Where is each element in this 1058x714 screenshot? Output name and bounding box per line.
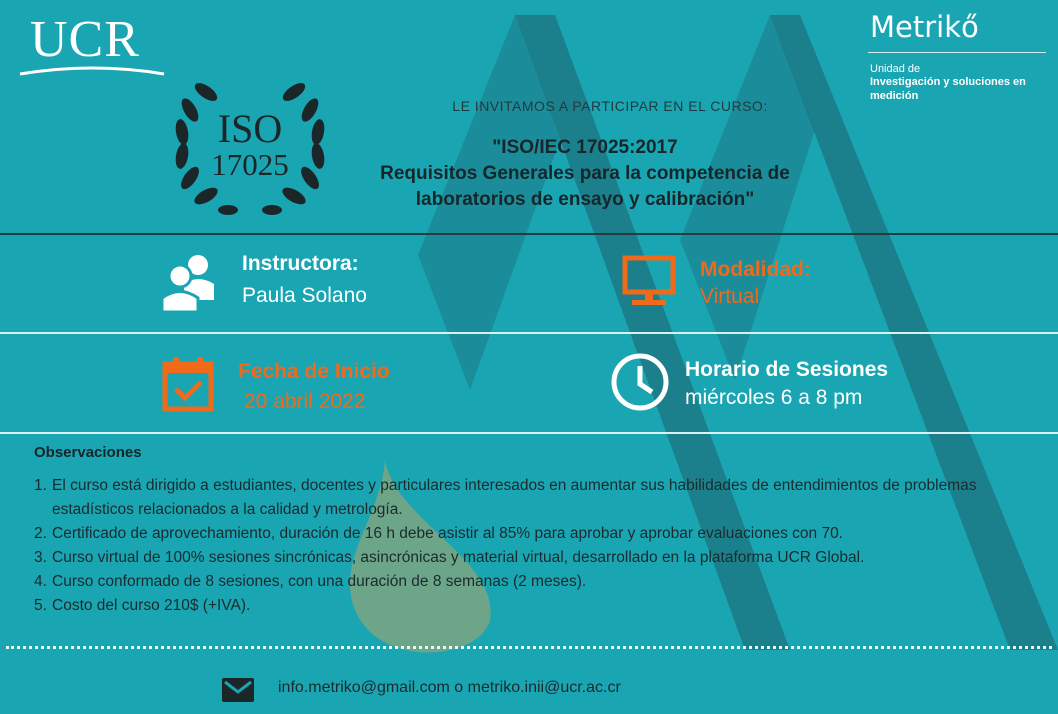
course-title-line3: laboratorios de ensayo y calibración"	[415, 189, 755, 210]
clock-icon	[610, 352, 670, 412]
schedule-label: Horario de Sesiones	[685, 358, 889, 381]
start-date-value: 20 abril 2022	[244, 390, 366, 413]
instructor-label: Instructora:	[242, 252, 359, 275]
course-title	[320, 135, 850, 213]
modality-label: Modalidad:	[700, 258, 811, 281]
divider-light-1	[0, 332, 1058, 334]
computer-icon	[622, 255, 676, 309]
mail-icon	[222, 678, 254, 702]
metriko-brand: Metrikő	[870, 10, 979, 44]
course-title-line2: Requisitos Generales para la competencia de	[380, 163, 790, 184]
list-item: 5. Costo del curso 210$ (+IVA).	[34, 597, 251, 614]
observations-list	[34, 474, 1044, 618]
list-item: 1. El curso está dirigido a estudiantes, docentes y particulares interesados en aumentar sus habilidades de entendimientos de problemas estadísticos relacionados a la calidad y metrología.	[34, 477, 977, 518]
iso-seal-line2: 17025	[211, 147, 289, 182]
course-title-line1: "ISO/IEC 17025:2017	[492, 137, 678, 158]
divider-light-2	[0, 432, 1058, 434]
observations-title: Observaciones	[34, 444, 142, 461]
schedule-value: miércoles 6 a 8 pm	[685, 386, 863, 409]
iso-seal-line1: ISO	[217, 106, 283, 151]
iso-17025-seal	[170, 70, 330, 220]
invite-text: LE INVITAMOS A PARTICIPAR EN EL CURSO:	[452, 98, 768, 114]
ucr-logo-text: UCR	[30, 11, 140, 68]
metriko-logo	[870, 10, 1050, 103]
metriko-subtitle-1: Unidad de	[870, 63, 921, 75]
metriko-subtitle-2: Investigación y soluciones en medición	[870, 76, 1026, 102]
ucr-logo	[18, 8, 168, 78]
list-item: 3. Curso virtual de 100% sesiones sincrónicas, asincrónicas y material virtual, desarrollado en la plataforma UCR Global.	[34, 549, 865, 566]
dotted-separator	[6, 646, 1052, 649]
start-date-label: Fecha de Inicio	[238, 360, 390, 383]
list-item: 2. Certificado de aprovechamiento, duración de 16 h debe asistir al 85% para aprobar y aprobar evaluaciones con 70.	[34, 525, 843, 542]
metriko-divider	[868, 52, 1046, 53]
contact-emails[interactable]: info.metriko@gmail.com o metriko.inii@ucr.ac.cr	[278, 679, 621, 696]
instructor-value: Paula Solano	[242, 284, 367, 307]
ucr-logo-swoosh	[18, 60, 168, 76]
users-icon	[160, 252, 218, 312]
divider-dark	[0, 233, 1058, 235]
calendar-icon	[162, 356, 214, 412]
modality-value: Virtual	[700, 285, 760, 308]
list-item: 4. Curso conformado de 8 sesiones, con una duración de 8 semanas (2 meses).	[34, 573, 587, 590]
